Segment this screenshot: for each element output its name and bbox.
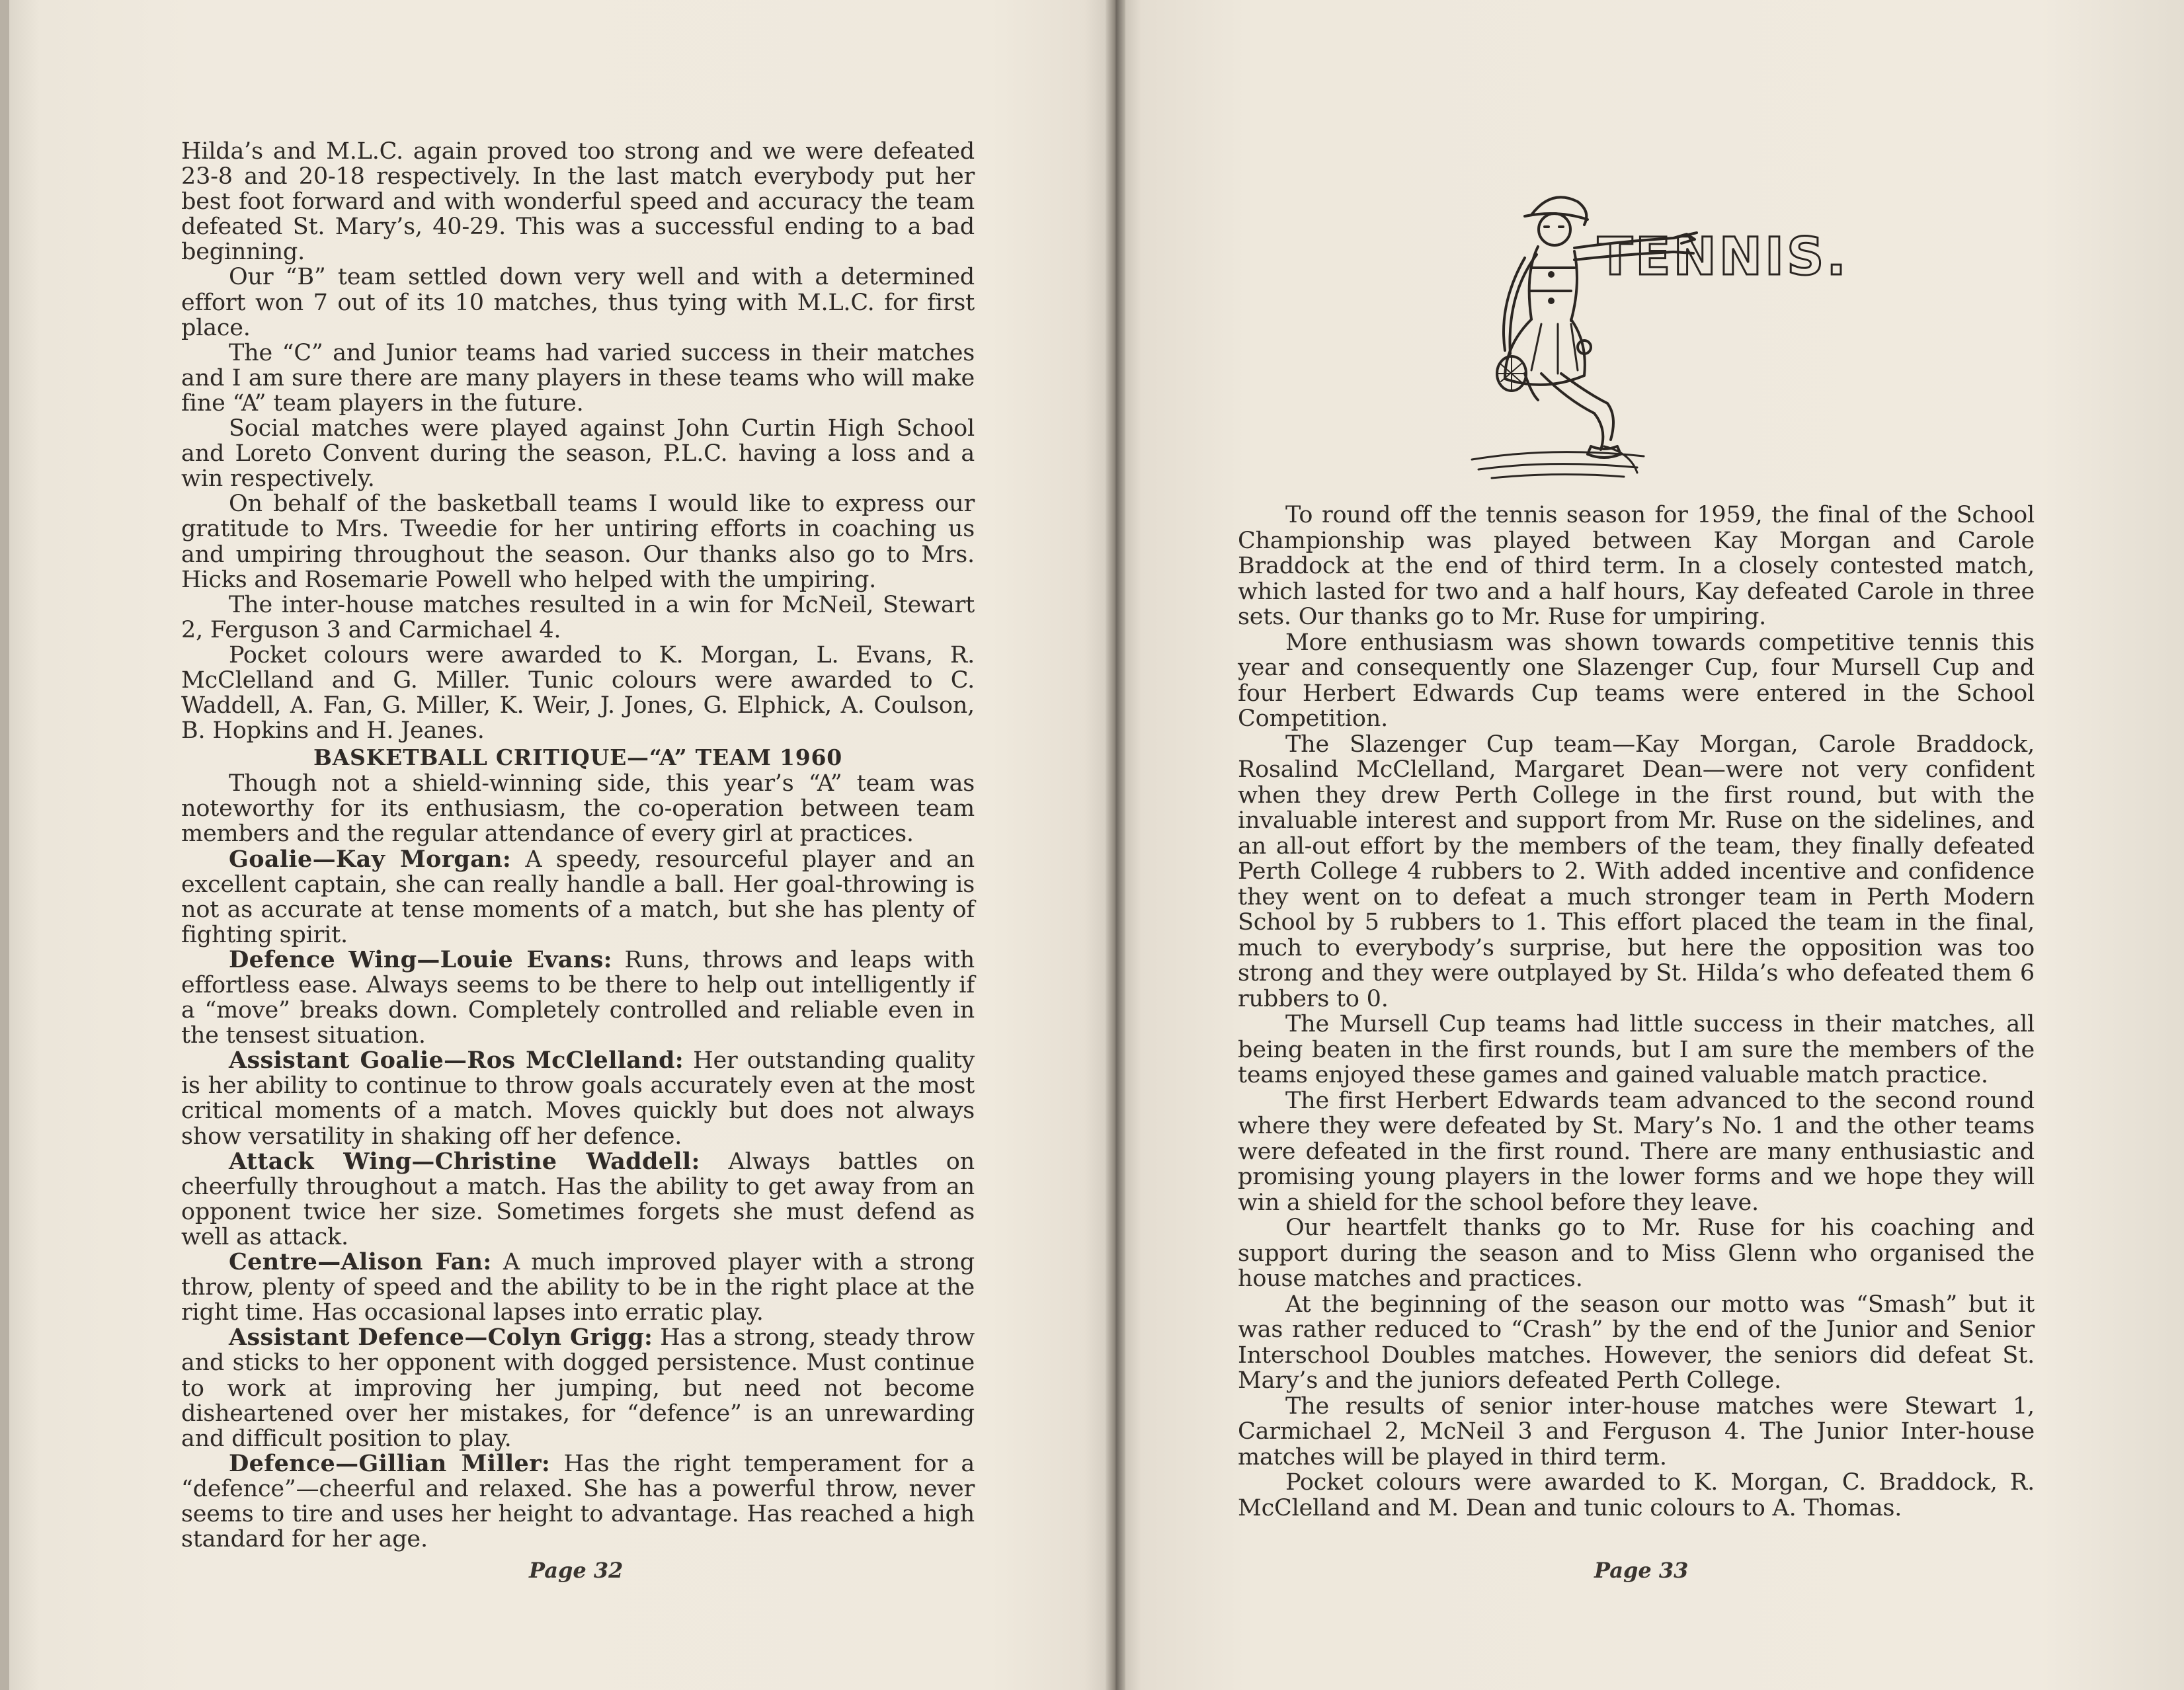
player-label: Attack Wing—Christine Waddell: — [229, 1147, 700, 1175]
paragraph: On behalf of the basketball teams I would like to express our gratitude to Mrs. Tweedie for her untiring efforts in coaching us and umpiring throughout the season. Our thanks also go to Mrs. Hicks and Rosemarie Powell who helped with the umpiring. — [181, 491, 975, 593]
left-text-column — [181, 139, 975, 1552]
paragraph: Our heartfelt thanks go to Mr. Ruse for his coaching and support during the season and to Miss Glenn who organised the house matches and practices. — [1238, 1215, 2035, 1292]
player-critique: Her outstanding quality is her ability to continue to throw goals accurately even at the most critical moments of a match. Moves quickly but does not always show versatility in shaking off her defence. — [181, 1047, 975, 1150]
paragraph: The first Herbert Edwards team advanced to the second round where they were defeated by St. Mary’s No. 1 and the other teams were defeated in the first round. There are many enthusiastic and promising young players in the lower forms and we hope they will win a shield for the school before they leave. — [1238, 1087, 2035, 1216]
page-edge — [0, 0, 9, 1690]
player-critique: Has a strong, steady throw and sticks to her opponent with dogged persistence. Must continue to work at improving her jumping, but need not become disheartened over her mistakes, for “defence” is an unrewarding and difficult position to play. — [181, 1324, 975, 1452]
right-page — [1115, 0, 2184, 1690]
player-critique: A speedy, resourceful player and an excellent captain, she can really handle a ball. Her goal-throwing is not as accurate at tense moments of a match, but she has plenty of fighting spirit. — [181, 846, 975, 948]
book-gutter — [1106, 0, 1125, 1690]
paragraph: The Slazenger Cup team—Kay Morgan, Carole Braddock, Rosalind McClelland, Margaret Dean—were not very confident when they drew Perth College in the first round, but with the invaluable interest and support from Mr. Ruse on the sidelines, and an all-out effort by the members of the team, they finally defeated Perth College 4 rubbers to 2. With added incentive and confidence they went on to defeat a much stronger team in Perth Modern School by 5 rubbers to 1. This effort placed the team in the final, much to everybody’s surprise, but here the opposition was too strong and they were outplayed by St. Hilda’s who defeated them 6 rubbers to 0. — [1238, 731, 2035, 1012]
paragraph: Our “B” team settled down very well and with a determined effort won 7 out of its 10 matches, thus tying with M.L.C. for first place. — [181, 264, 975, 341]
right-text-column — [1238, 503, 2035, 1521]
paragraph: The results of senior inter-house matches were Stewart 1, Carmichael 2, McNeil 3 and Ferguson 4. The Junior Inter-house matches will be played in third term. — [1238, 1392, 2035, 1470]
player-label: Assistant Goalie—Ros McClelland: — [229, 1047, 684, 1074]
critique-entry — [181, 947, 975, 1048]
paragraph: Pocket colours were awarded to K. Morgan, L. Evans, R. McClelland and G. Miller. Tunic colours were awarded to C. Waddell, A. Fan, G. Miller, K. Weir, J. Jones, G. Elphick, A. Coulson, B. Hopkins and H. Jeanes. — [181, 641, 975, 744]
paragraph: Hilda’s and M.L.C. again proved too strong and we were defeated 23-8 and 20-18 respectively. In the last match everybody put her best foot forward and with wonderful speed and accuracy the team defeated St. Mary’s, 40-29. This was a successful ending to a bad beginning. — [181, 138, 975, 266]
paragraph: More enthusiasm was shown towards competitive tennis this year and consequently one Slazenger Cup, four Mursell Cup and four Herbert Edwards Cup teams were entered in the School Competition. — [1238, 629, 2035, 732]
player-critique: A much improved player with a strong throw, plenty of speed and the ability to be in the right place at the right time. Has occasional lapses into erratic play. — [181, 1249, 975, 1326]
player-label: Defence Wing—Louie Evans: — [229, 946, 612, 973]
player-critique: Always battles on cheerfully throughout a match. Has the ability to get away from an opponent twice her size. Sometimes forgets she must defend as well as attack. — [181, 1148, 975, 1250]
paragraph: At the beginning of the season our motto was “Smash” but it was rather reduced to “Crash” by the end of the Junior and Senior Interschool Doubles matches. However, the seniors did defeat St. Mary’s and the juniors defeated Perth College. — [1238, 1291, 2035, 1394]
paragraph: To round off the tennis season for 1959, the final of the School Championship was played between Kay Morgan and Carole Braddock at the end of third term. In a closely contested match, which lasted for two and a half hours, Kay defeated Carole in three sets. Our thanks go to Mr. Ruse for umpiring. — [1238, 502, 2035, 630]
critique-entry — [181, 1451, 975, 1552]
paragraph: The inter-house matches resulted in a win for McNeil, Stewart 2, Ferguson 3 and Carmichael 4. — [181, 591, 975, 643]
player-critique: Has the right temperament for a “defence”—cheerful and relaxed. She has a powerful throw, never seems to tire and uses her height to advantage. Has reached a high standard for her age. — [181, 1450, 975, 1553]
critique-entry — [181, 1325, 975, 1451]
page-number: Page 32 — [529, 1558, 624, 1583]
player-label: Goalie—Kay Morgan: — [229, 845, 512, 873]
player-label: Defence—Gillian Miller: — [229, 1449, 551, 1477]
paragraph: The “C” and Junior teams had varied success in their matches and I am sure there are many players in these teams who will make fine “A” team players in the future. — [181, 339, 975, 417]
critique-entry — [181, 1250, 975, 1325]
player-critique: Runs, throws and leaps with effortless ease. Always seems to be there to help out intelligently if a “move” breaks down. Completely controlled and reliable even in the tensest situation. — [181, 946, 975, 1049]
section-heading: BASKETBALL CRITIQUE—“A” TEAM 1960 — [313, 744, 843, 771]
tennis-player-illustration — [1432, 169, 1849, 486]
illustration-title: TENNIS. — [1598, 227, 1849, 287]
paragraph: Social matches were played against John Curtin High School and Loreto Convent during the season, P.L.C. having a loss and a win respectively. — [181, 415, 975, 493]
player-label: Centre—Alison Fan: — [229, 1248, 492, 1276]
paragraph: Pocket colours were awarded to K. Morgan, C. Braddock, R. McClelland and M. Dean and tunic colours to A. Thomas. — [1238, 1469, 2035, 1521]
critique-entry — [181, 1149, 975, 1250]
player-label: Assistant Defence—Colyn Grigg: — [229, 1324, 653, 1351]
page-number: Page 33 — [1594, 1558, 1689, 1583]
critique-entry — [181, 847, 975, 947]
paragraph: Though not a shield-winning side, this year’s “A” team was noteworthy for its enthusiasm, the co-operation between team members and the regular attendance of every girl at practices. — [181, 770, 975, 848]
paragraph: The Mursell Cup teams had little success in their matches, all being beaten in the first rounds, but I am sure the members of the teams enjoyed these games and gained valuable match practice. — [1238, 1011, 2035, 1088]
critique-entry — [181, 1048, 975, 1148]
